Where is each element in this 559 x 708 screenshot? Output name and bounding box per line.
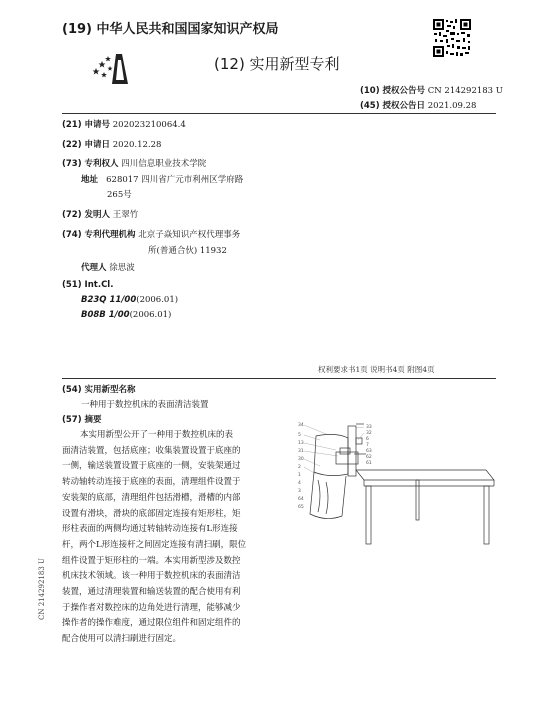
publication-number-label: (10) 授权公告号 [360,86,426,96]
abstract-line: 面清洁装置，包括底座；收集装置设置于底座的 [62,445,241,456]
patentee-label: (73) 专利权人 [62,159,119,169]
drawing-label: 3 [298,489,301,494]
abstract-line: 形柱表面的两侧均通过转轴转动连接有L形连接 [62,524,238,535]
abstract-line: 装置，通过清理装置和输送装置的配合使用有利 [62,587,241,598]
abstract-line: 于操作者对数控床的边角处进行清理，能够减少 [62,602,241,613]
abstract-divider [62,378,496,379]
address-row [81,173,243,185]
application-date: 2020.12.28 [112,140,162,150]
publication-number: CN 214292183 U [427,86,503,96]
abstract-line: 本实用新型公开了一种用于数控机床的表 [80,430,234,440]
abstract-line: 组件设置于矩形柱的一端。本实用新型涉及数控 [62,555,241,566]
agent: 徐思波 [109,263,135,273]
drawing-label: 30 [298,457,304,462]
agency-line-1: 北京子焱知识产权代理事务 [138,230,241,240]
drawing-label: 61 [366,461,372,466]
publication-date-row [360,99,476,111]
drawing-label: 7 [366,443,369,448]
drawing-label: 62 [366,455,372,460]
abstract-line: 一侧，输送装置设置于底座的一侧，安装架通过 [62,461,241,472]
inventor-row [62,208,138,220]
publication-date: 2021.09.28 [427,101,477,111]
address-line-1: 628017 四川省广元市利州区学府路 [106,175,244,185]
abstract-line: 设置有滑块，滑块的底部固定连接有矩形柱，矩 [62,508,241,519]
drawing-label: 63 [366,449,372,454]
inventor-label: (72) 发明人 [62,210,111,220]
ipc-entry-2 [81,310,171,320]
ipc-label: (51) Int.Cl. [62,280,114,290]
ipc-entry-1 [81,295,178,305]
drawing-label: 13 [298,441,304,446]
drawing-label: 31 [298,449,304,454]
header-divider [62,113,496,114]
drawing-label: 34 [298,423,304,428]
agent-label: 代理人 [81,263,107,273]
patentee: 四川信息职业技术学院 [121,159,207,169]
abstract-line: 机床技术领域。该一种用于数控机床的表面清洁 [62,571,241,582]
patentee-row [62,157,206,169]
ipc-year-1: (2006.01) [136,295,179,305]
application-date-label: (22) 申请日 [62,140,111,150]
application-date-row [62,138,161,150]
abstract-text [62,428,300,648]
utility-model-title: 一种用于数控机床的表面清洁装置 [81,400,209,410]
drawing-label: 65 [298,505,304,510]
drawing-label: 5 [298,433,301,438]
address-label: 地址 [81,175,99,185]
page-count-summary: 权利要求书1页 说明书4页 附图4页 [318,365,435,374]
ipc-year-2: (2006.01) [129,310,172,320]
abstract-line: 转动轴转动连接于底座的表面，清理组件设置于 [62,477,241,488]
publication-date-label: (45) 授权公告日 [360,101,426,111]
address-line-2: 265号 [107,190,132,200]
drawing-label: 32 [366,431,372,436]
abstract-line: 操作者的操作难度，通过限位组件和固定组件的 [62,618,241,629]
agency-label: (74) 专利代理机构 [62,230,136,240]
ipc-code-1: B23Q 11/00 [81,295,137,305]
abstract-drawing [296,418,496,550]
abstract-line: 安装架的底部，清理组件包括滑槽，滑槽的内部 [62,492,241,503]
inventor: 王翠竹 [112,210,139,220]
qr-code-icon [432,18,472,58]
drawing-label: 6 [366,437,369,442]
agent-row [81,261,135,273]
application-number-row [62,118,186,130]
ipc-code-2: B08B 1/00 [81,310,130,320]
application-number: 202023210064.4 [112,120,186,130]
cnipa-logo-icon [88,52,134,86]
application-number-label: (21) 申请号 [62,120,111,130]
agency-line-2: 所(普通合伙) 11932 [148,246,227,256]
drawing-label: 64 [298,497,304,502]
abstract-line: 配合使用可以清扫刷进行固定。 [62,634,182,645]
drawing-label: 4 [298,481,301,486]
abstract-label: (57) 摘要 [62,415,102,425]
abstract-line: 杆，两个L形连接杆之间固定连接有清扫刷，限位 [62,539,247,550]
publication-number-row [360,84,503,96]
issuing-authority: (19) 中华人民共和国国家知识产权局 [62,22,279,37]
agency-row [62,228,240,240]
drawing-label: 2 [298,465,301,470]
title-section-label: (54) 实用新型名称 [62,385,136,395]
drawing-label: 33 [366,425,372,430]
document-type: (12) 实用新型专利 [214,55,340,73]
side-publication-number: CN 214292183 U [38,558,46,620]
drawing-label: 1 [298,473,301,478]
